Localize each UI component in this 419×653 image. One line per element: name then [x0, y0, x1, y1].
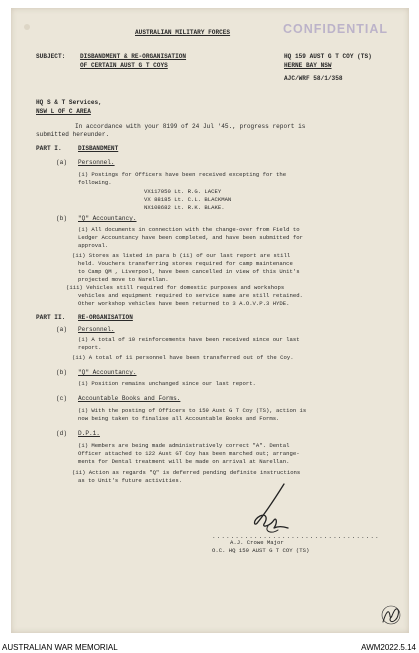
- text-line: (ii) Action as regards "Q" is deferred pending definite instructions: [72, 469, 301, 476]
- part-1-title: DISBANDMENT: [78, 145, 119, 152]
- text-line: (ii) Stores as listed in para b (ii) of our last report are still: [72, 252, 291, 259]
- sender-line-2: HERNE BAY NSW: [284, 62, 332, 69]
- text-line: (i) With the posting of Officers to 159 Aust G T Coy (TS), action is: [78, 407, 307, 414]
- text-line: as to Unit's future activities.: [78, 477, 183, 484]
- q-accountancy-heading: "Q" Accountancy.: [78, 215, 137, 222]
- text-line: ments for Dental treatment will be made on arrival at Narellan.: [78, 458, 290, 465]
- part-2-title: RE-ORGANISATION: [78, 314, 133, 321]
- item-d-label: (d): [56, 430, 67, 437]
- part-1-label: PART I.: [36, 145, 62, 152]
- archive-footer: [0, 633, 419, 653]
- accountable-books-heading: Accountable Books and Forms.: [78, 395, 181, 402]
- part1-a-i-line-2: following.: [78, 179, 112, 186]
- q-accountancy-heading: "Q" Accountancy.: [78, 369, 137, 376]
- text-line: (i) All documents in connection with the change-over from Field to: [78, 226, 300, 233]
- officer-entry: VX 88185 Lt. C.L. BLACKMAN: [144, 196, 232, 203]
- item-c-label: (c): [56, 395, 67, 402]
- personnel-heading: Personnel.: [78, 159, 115, 166]
- intro-line-1: In accordance with your 8199 of 24 Jul '45., progress report is: [75, 123, 306, 130]
- text-line: to Camp QM , Liverpool, have been cancelled in view of this Unit's: [78, 268, 300, 275]
- subject-label: SUBJECT:: [36, 53, 66, 60]
- punch-hole: [24, 24, 30, 30]
- text-line: now being taken to finalise all Accountable Books and Forms.: [78, 415, 280, 422]
- text-line: (i) A total of 10 reinforcements have been received since our last: [78, 336, 300, 343]
- addressee-line-1: HQ S & T Services,: [36, 99, 102, 106]
- handwritten-initials: [380, 604, 402, 626]
- intro-line-2: submitted hereunder.: [36, 131, 110, 138]
- item-a-label: (a): [56, 159, 67, 166]
- addressee-line-2: NSW L OF C AREA: [36, 108, 91, 115]
- document-heading: AUSTRALIAN MILITARY FORCES: [135, 29, 231, 36]
- part-2-label: PART II.: [36, 314, 66, 321]
- item-b-label: (b): [56, 215, 67, 222]
- text-line: approval.: [78, 242, 109, 249]
- officer-entry: NX108682 Lt. R.K. BLAKE.: [144, 204, 225, 211]
- archive-reference: AWM2022.5.14: [361, 643, 416, 652]
- text-line: Ledger Accountancy have been completed, and have been submitted for: [78, 234, 303, 241]
- text-line: held. Vouchers transferring stores required for camp maintenance: [78, 260, 293, 267]
- text-line: Officer attached to 122 Aust GT Coy has been marched out; arrange-: [78, 450, 300, 457]
- archive-name: AUSTRALIAN WAR MEMORIAL: [2, 643, 118, 652]
- item-a-label: (a): [56, 326, 67, 333]
- sender-line-1: HQ 159 AUST G T COY (TS): [284, 53, 372, 60]
- item-b-label: (b): [56, 369, 67, 376]
- signature-dotted-line: ....................................: [212, 533, 380, 540]
- text-line: Other workshop vehicles have been returned to 3 A.O.V.P.3 HYDE.: [78, 300, 290, 307]
- subject-line-1: DISBANDMENT & RE-ORGANISATION: [80, 53, 187, 60]
- subject-line-2: OF CERTAIN AUST G T COYS: [80, 62, 168, 69]
- handwritten-signature: [244, 482, 304, 537]
- signatory-name: A.J. Crowe Major: [230, 539, 284, 546]
- signatory-title: O.C. HQ 159 AUST G T COY (TS): [212, 547, 310, 554]
- text-line: projected move to Narellan.: [78, 276, 169, 283]
- confidential-stamp: CONFIDENTIAL: [283, 22, 389, 36]
- text-line: vehicles and equipment required to service same are still retained.: [78, 292, 303, 299]
- dpi-heading: D.P.1.: [78, 430, 100, 437]
- text-line: (i) Position remains unchanged since our last report.: [78, 380, 256, 387]
- text-line: (i) Members are being made administratively correct "A". Dental: [78, 442, 290, 449]
- text-line: (ii) A total of 11 personnel have been transferred out of the Coy.: [72, 354, 294, 361]
- officer-entry: VX117050 Lt. R.G. LACEY: [144, 188, 222, 195]
- text-line: report.: [78, 344, 102, 351]
- part1-a-i-line-1: (i) Postings for Officers have been received excepting for the: [78, 171, 287, 178]
- reference-number: AJC/WRF 58/1/358: [284, 75, 343, 82]
- personnel-heading: Personnel.: [78, 326, 115, 333]
- text-line: (iii) Vehicles still required for domestic purposes and workshops: [66, 284, 285, 291]
